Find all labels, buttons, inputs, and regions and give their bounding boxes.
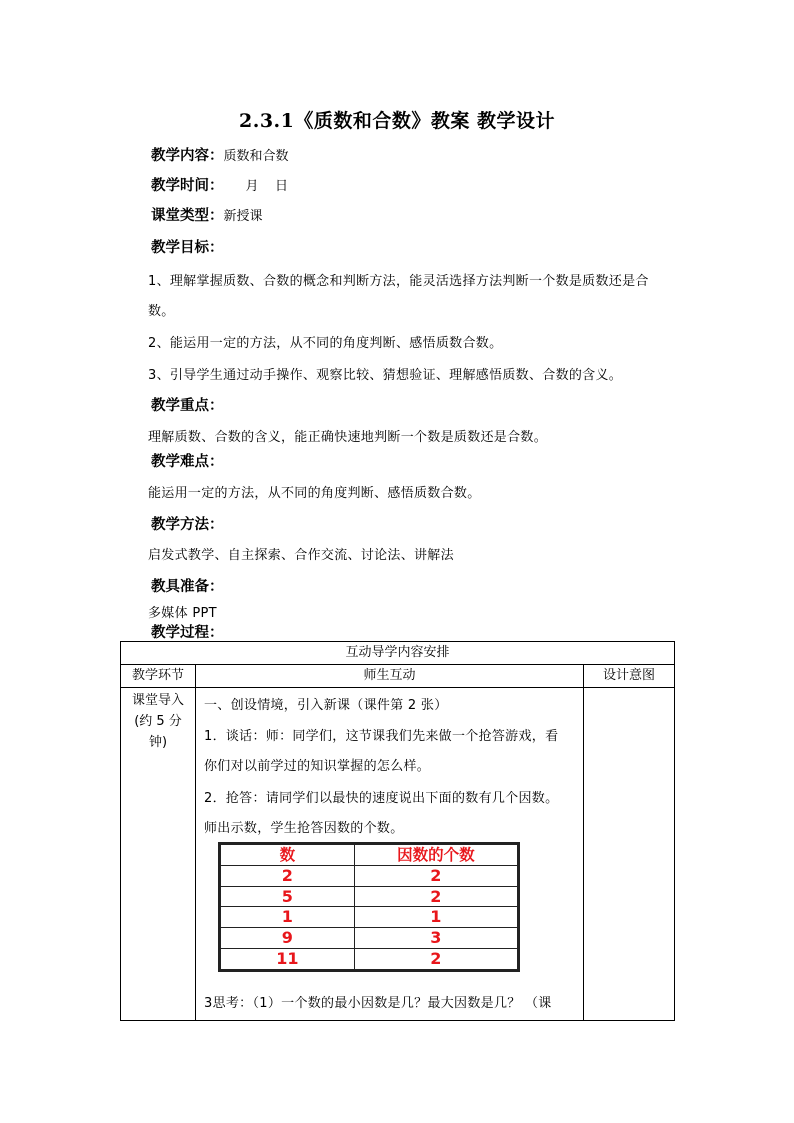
col-header-stage: 教学环节	[121, 665, 196, 688]
teaching-content-label: 教学内容：	[151, 148, 224, 164]
tools-text: 多媒体 PPT	[148, 606, 217, 621]
factor-table-count: 1	[354, 907, 517, 928]
factor-count-table-image	[218, 842, 520, 972]
key-points-text: 理解质数、合数的含义，能正确快速地判断一个数是质数还是合数。	[148, 430, 548, 445]
factor-table-header-count: 因数的个数	[354, 845, 517, 866]
factor-table-number: 5	[221, 886, 355, 907]
tools-heading: 教具准备：	[151, 579, 224, 595]
factor-table-number: 2	[221, 865, 355, 886]
factor-table-count: 2	[354, 949, 517, 970]
goal-1-line-a: 1、理解掌握质数、合数的概念和判断方法，能灵活选择方法判断一个数是质数还是合	[148, 274, 649, 289]
intent-cell	[584, 688, 675, 1021]
teaching-time-label: 教学时间：	[151, 178, 224, 194]
col-header-interaction: 师生互动	[196, 665, 584, 688]
interaction-cell	[196, 688, 584, 1021]
goal-1-line-b: 数。	[148, 304, 175, 319]
col-header-intent: 设计意图	[584, 665, 675, 688]
factor-table-number: 9	[221, 928, 355, 949]
factor-table-number: 1	[221, 907, 355, 928]
teaching-content-value: 质数和合数	[223, 149, 289, 164]
teaching-content-row	[151, 144, 289, 165]
class-type-label: 课堂类型：	[151, 208, 224, 224]
stage-line-2: (约 5 分	[134, 714, 182, 729]
document-title: 2.3.1《质数和合数》教案 教学设计	[238, 110, 555, 132]
key-points-heading: 教学重点：	[151, 398, 224, 414]
factor-table-number: 11	[221, 949, 355, 970]
interaction-para-5: 师出示数，学生抢答因数的个数。	[204, 821, 404, 836]
interaction-para-4: 2．抢答：请同学们以最快的速度说出下面的数有几个因数。	[204, 791, 559, 806]
goal-2: 2、能运用一定的方法，从不同的角度判断、感悟质数合数。	[148, 336, 503, 351]
methods-heading: 教学方法：	[151, 517, 224, 533]
interaction-para-6: 3思考：（1）一个数的最小因数是几？最大因数是几？ （课	[204, 996, 552, 1011]
factor-table-count: 2	[354, 865, 517, 886]
goals-heading: 教学目标：	[151, 240, 224, 256]
interaction-para-2: 1．谈话：师：同学们，这节课我们先来做一个抢答游戏，看	[204, 729, 559, 744]
process-heading: 教学过程：	[151, 625, 224, 641]
difficulties-heading: 教学难点：	[151, 454, 224, 470]
stage-cell	[121, 688, 196, 1021]
factor-table-header-number: 数	[221, 845, 355, 866]
difficulties-text: 能运用一定的方法，从不同的角度判断、感悟质数合数。	[148, 486, 481, 501]
interaction-para-1: 一、创设情境，引入新课（课件第 2 张）	[204, 698, 448, 713]
teaching-time-row	[151, 174, 288, 195]
interaction-para-3: 你们对以前学过的知识掌握的怎么样。	[204, 759, 431, 774]
stage-line-3: 钟)	[148, 735, 168, 750]
factor-table-count: 3	[354, 928, 517, 949]
table-title: 互动导学内容安排	[121, 642, 675, 665]
process-table	[120, 641, 675, 1021]
methods-text: 启发式教学、自主探索、合作交流、讨论法、讲解法	[148, 548, 454, 563]
goal-3: 3、引导学生通过动手操作、观察比较、猜想验证、理解感悟质数、合数的含义。	[148, 368, 623, 383]
stage-line-1: 课堂导入	[131, 693, 184, 708]
class-type-row	[151, 204, 263, 225]
class-type-value: 新授课	[223, 209, 263, 224]
teaching-time-value: 月 日	[245, 179, 289, 194]
factor-table-count: 2	[354, 886, 517, 907]
